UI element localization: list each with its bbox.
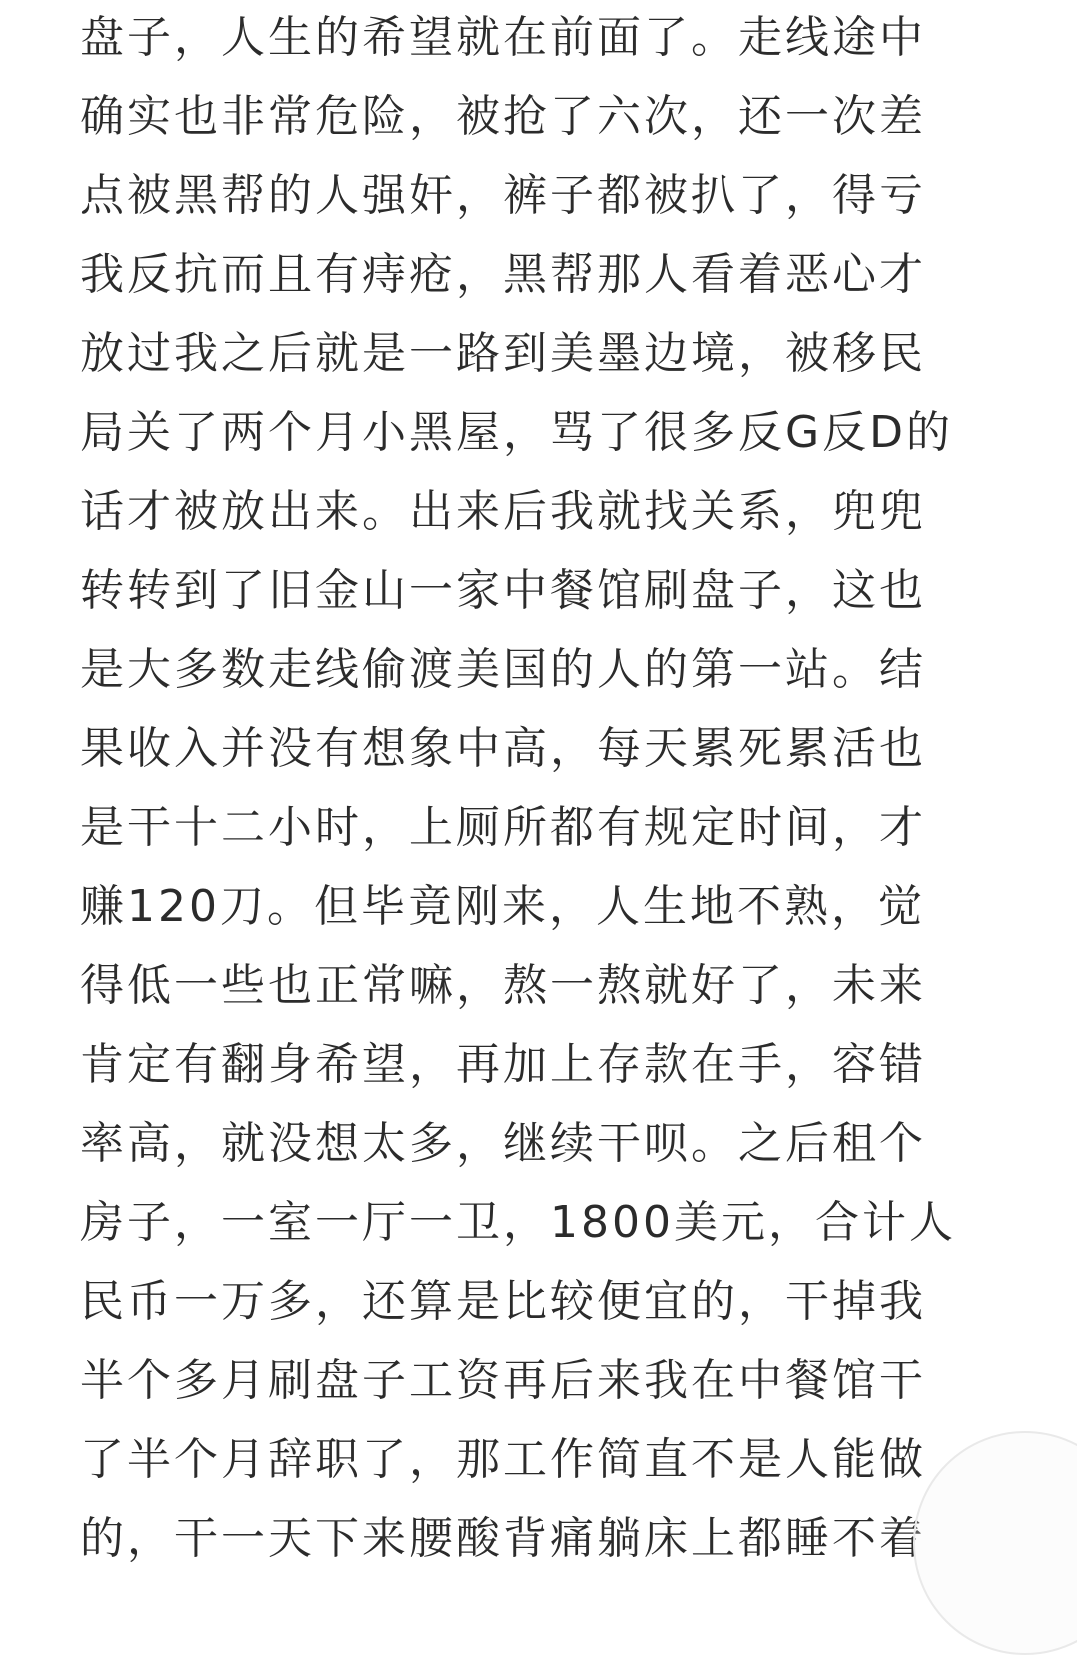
article-line: 是大多数走线偷渡美国的人的第一站。结 <box>80 644 926 695</box>
article-line: 果收入并没有想象中高，每天累死累活也 <box>80 723 926 774</box>
article-line: 的，干一天下来腰酸背痛躺床上都睡不着 <box>80 1513 926 1564</box>
article-line: 点被黑帮的人强奸，裤子都被扒了，得亏 <box>80 170 926 221</box>
article-line: 赚120刀。但毕竟刚来，人生地不熟，觉 <box>80 881 925 932</box>
article-line: 得低一些也正常嘛，熬一熬就好了，未来 <box>80 960 926 1011</box>
article-body <box>80 0 1020 1595</box>
article-line: 半个多月刷盘子工资再后来我在中餐馆干 <box>80 1355 926 1406</box>
article-line: 肯定有翻身希望，再加上存款在手，容错 <box>80 1039 926 1090</box>
article-line: 盘子，人生的希望就在前面了。走线途中 <box>80 12 926 63</box>
article-line: 确实也非常危险，被抢了六次，还一次差 <box>80 91 926 142</box>
article-line: 了半个月辞职了，那工作简直不是人能做 <box>80 1434 926 1485</box>
article-line: 放过我之后就是一路到美墨边境，被移民 <box>80 328 926 379</box>
article-line: 民币一万多，还算是比较便宜的，干掉我 <box>80 1276 926 1327</box>
article-line: 我反抗而且有痔疮，黑帮那人看着恶心才 <box>80 249 926 300</box>
article-line: 是干十二小时，上厕所都有规定时间，才 <box>80 802 926 853</box>
article-line: 率高，就没想太多，继续干呗。之后租个 <box>80 1118 926 1169</box>
article-line: 话才被放出来。出来后我就找关系，兜兜 <box>80 486 926 537</box>
article-line: 转转到了旧金山一家中餐馆刷盘子，这也 <box>80 565 926 616</box>
article-line: 房子，一室一厅一卫，1800美元，合计人 <box>80 1197 956 1248</box>
article-line: 局关了两个月小黑屋，骂了很多反G反D的 <box>80 407 953 458</box>
